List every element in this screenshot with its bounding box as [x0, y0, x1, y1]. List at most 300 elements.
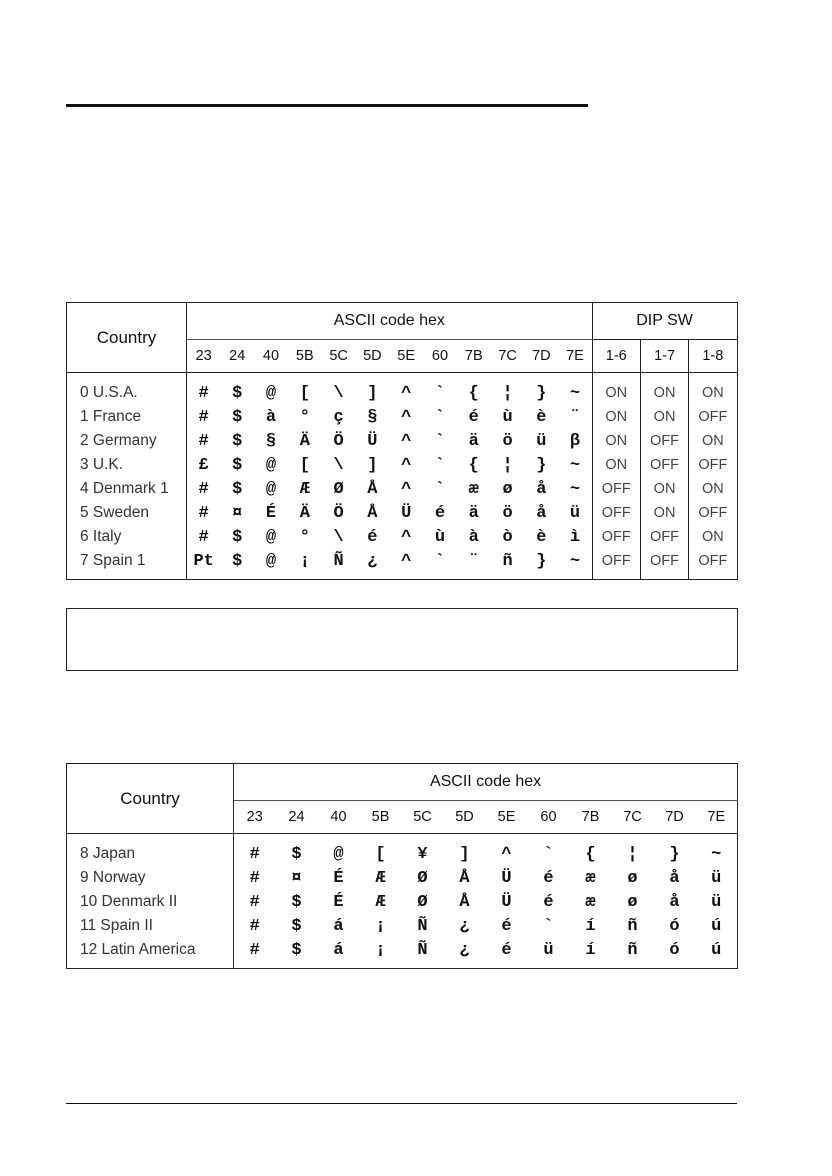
character-cell: æ — [585, 892, 596, 912]
hex-code-header: 7B — [570, 801, 612, 834]
hex-code-header: 5D — [444, 801, 486, 834]
spacer-cell — [288, 373, 322, 382]
dip-switch-value: ON — [689, 429, 737, 453]
character-cell: ü — [569, 503, 581, 523]
character-cell: ¡ — [375, 916, 386, 936]
character-cell: è — [536, 407, 547, 427]
table-row — [67, 381, 738, 405]
dip-switch-header: 1-7 — [640, 340, 688, 373]
character-cell: à — [468, 527, 479, 547]
character-cell: é — [468, 407, 479, 427]
character-cell: ~ — [569, 383, 581, 403]
spacer-cell — [524, 573, 558, 580]
table-row — [67, 890, 738, 914]
dip-switch-value: OFF — [640, 429, 688, 453]
spacer-cell — [654, 962, 696, 969]
character-cell: ` — [434, 383, 446, 403]
character-cell: ~ — [569, 479, 581, 499]
spacer-cell — [612, 962, 654, 969]
hex-code-header: 5E — [389, 340, 423, 373]
table-row — [67, 866, 738, 890]
spacer-cell — [444, 834, 486, 843]
spacer-cell — [318, 834, 360, 843]
character-cell: ó — [669, 916, 680, 936]
character-cell: § — [367, 407, 378, 427]
character-cell: ^ — [401, 431, 412, 451]
character-cell: ñ — [502, 551, 513, 571]
character-cell: ú — [711, 916, 722, 936]
hex-code-header: 40 — [318, 801, 360, 834]
character-cell: ` — [434, 455, 446, 475]
character-cell: \ — [333, 383, 344, 403]
country-name: 10 Denmark II — [67, 890, 234, 914]
hex-code-header: 5B — [360, 801, 402, 834]
character-cell: @ — [265, 551, 277, 571]
spacer-cell — [423, 373, 457, 382]
spacer-cell — [570, 962, 612, 969]
hex-code-header: 7C — [612, 801, 654, 834]
character-cell: ^ — [401, 383, 412, 403]
hex-code-header: 7D — [524, 340, 558, 373]
country-name: 5 Sweden — [67, 501, 187, 525]
spacer-cell — [389, 373, 423, 382]
character-cell: ° — [299, 407, 310, 427]
character-cell: Ñ — [417, 916, 428, 936]
country-header: Country — [67, 303, 187, 373]
spacer-cell — [592, 573, 640, 580]
character-cell: ^ — [401, 407, 412, 427]
country-name: 4 Denmark 1 — [67, 477, 187, 501]
character-cell: ¡ — [375, 940, 386, 960]
character-cell: æ — [585, 868, 596, 888]
spacer-cell — [322, 573, 356, 580]
character-cell: } — [536, 551, 547, 571]
dip-switch-header: 1-6 — [592, 340, 640, 373]
table-row — [67, 429, 738, 453]
spacer-cell — [423, 573, 457, 580]
hex-code-header: 7B — [457, 340, 491, 373]
hex-code-header: 60 — [528, 801, 570, 834]
character-cell: { — [468, 383, 479, 403]
character-cell: Ö — [333, 431, 344, 451]
dip-switch-header: 1-8 — [689, 340, 737, 373]
character-cell: $ — [232, 527, 243, 547]
table-row — [67, 501, 738, 525]
dip-switch-value: OFF — [689, 453, 737, 477]
character-cell: } — [536, 455, 547, 475]
character-cell: # — [198, 503, 209, 523]
character-cell: ø — [627, 892, 638, 912]
character-cell: @ — [333, 844, 344, 864]
character-cell: í — [585, 916, 596, 936]
character-cell: í — [585, 940, 596, 960]
character-cell: Ü — [501, 868, 512, 888]
character-cell: ¥ — [417, 844, 428, 864]
spacer-cell — [689, 373, 737, 382]
spacer-cell — [570, 834, 612, 843]
character-cell: á — [333, 916, 344, 936]
spacer-cell — [355, 573, 389, 580]
country-name: 6 Italy — [67, 525, 187, 549]
country-name: 11 Spain II — [67, 914, 234, 938]
country-name: 2 Germany — [67, 429, 187, 453]
dip-switch-value: ON — [592, 453, 640, 477]
character-cell: ü — [543, 940, 554, 960]
character-cell: ú — [711, 940, 722, 960]
character-cell: å — [669, 892, 680, 912]
spacer-cell — [67, 573, 187, 580]
character-cell: ` — [434, 407, 446, 427]
table-row — [67, 938, 738, 962]
spacer-cell — [360, 962, 402, 969]
character-cell: Ö — [333, 503, 344, 523]
character-cell: $ — [291, 916, 302, 936]
character-cell: á — [333, 940, 344, 960]
character-cell: ` — [434, 551, 446, 571]
spacer-cell — [187, 573, 221, 580]
character-cell: @ — [265, 527, 277, 547]
character-cell: ö — [502, 503, 513, 523]
spacer-cell — [220, 373, 254, 382]
spacer-cell — [67, 373, 187, 382]
character-cell: Æ — [375, 892, 386, 912]
character-cell: ¿ — [367, 551, 378, 571]
spacer-cell — [640, 373, 688, 382]
character-cell: é — [501, 940, 512, 960]
character-cell: Å — [367, 503, 378, 523]
character-cell: ø — [502, 479, 513, 499]
dip-switch-value: OFF — [592, 477, 640, 501]
character-cell: ç — [333, 407, 344, 427]
character-cell: ¨ — [468, 551, 479, 571]
spacer-cell — [524, 373, 558, 382]
character-cell: ¦ — [502, 455, 513, 475]
bottom-rule — [66, 1103, 737, 1104]
character-cell: å — [536, 479, 547, 499]
character-cell: # — [198, 479, 209, 499]
spacer-cell — [696, 962, 738, 969]
spacer-cell — [322, 373, 356, 382]
character-cell: ñ — [627, 916, 638, 936]
character-cell: # — [249, 916, 260, 936]
character-cell: ¿ — [459, 940, 470, 960]
top-rule — [66, 104, 588, 107]
character-cell: ò — [502, 527, 513, 547]
note-box — [66, 608, 738, 671]
character-cell: ~ — [569, 455, 581, 475]
country-name: 8 Japan — [67, 842, 234, 866]
character-cell: @ — [265, 455, 277, 475]
dip-switch-value: OFF — [689, 501, 737, 525]
country-name: 9 Norway — [67, 866, 234, 890]
character-cell: ] — [367, 455, 378, 475]
character-cell: $ — [232, 551, 243, 571]
hex-code-header: 7C — [491, 340, 525, 373]
dip-switch-value: ON — [689, 477, 737, 501]
ascii-header: ASCII code hex — [234, 764, 738, 801]
table-row — [67, 525, 738, 549]
character-cell: Å — [459, 892, 470, 912]
country-name: 3 U.K. — [67, 453, 187, 477]
character-cell: $ — [232, 479, 243, 499]
character-cell: ¤ — [232, 503, 243, 523]
hex-code-header: 24 — [276, 801, 318, 834]
character-cell: ^ — [401, 551, 412, 571]
character-cell: # — [249, 844, 260, 864]
character-cell: ü — [536, 431, 547, 451]
character-cell: æ — [468, 479, 479, 499]
spacer-cell — [389, 573, 423, 580]
spacer-cell — [67, 962, 234, 969]
character-cell: ü — [711, 868, 722, 888]
spacer-cell — [640, 573, 688, 580]
character-cell: # — [198, 383, 209, 403]
character-cell: Æ — [299, 479, 310, 499]
character-cell: { — [585, 844, 596, 864]
character-cell: Å — [459, 868, 470, 888]
country-name: 0 U.S.A. — [67, 381, 187, 405]
spacer-cell — [234, 834, 276, 843]
character-cell: é — [367, 527, 378, 547]
character-cell: Ü — [501, 892, 512, 912]
character-cell: \ — [333, 455, 344, 475]
character-cell: } — [536, 383, 547, 403]
character-cell: ¦ — [627, 844, 638, 864]
character-cell: $ — [291, 844, 302, 864]
spacer-cell — [67, 834, 234, 843]
table-row — [67, 914, 738, 938]
table-row — [67, 453, 738, 477]
dip-switch-value: ON — [592, 381, 640, 405]
dip-switch-value: OFF — [592, 501, 640, 525]
spacer-cell — [220, 573, 254, 580]
character-cell: $ — [232, 455, 243, 475]
character-cell: [ — [299, 455, 310, 475]
character-cell: ¦ — [502, 383, 513, 403]
character-cell: ` — [543, 844, 554, 864]
spacer-cell — [457, 573, 491, 580]
character-cell: ¤ — [291, 868, 302, 888]
character-cell: ` — [543, 916, 554, 936]
character-cell: ^ — [401, 479, 412, 499]
dip-switch-value: ON — [640, 501, 688, 525]
spacer-cell — [486, 834, 528, 843]
hex-code-header: 23 — [187, 340, 221, 373]
table-row — [67, 405, 738, 429]
character-cell: ^ — [401, 527, 412, 547]
spacer-cell — [592, 373, 640, 382]
character-cell: ° — [299, 527, 310, 547]
dip-switch-value: OFF — [689, 549, 737, 573]
spacer-cell — [612, 834, 654, 843]
character-cell: # — [198, 431, 209, 451]
character-cell: ü — [711, 892, 722, 912]
hex-code-header: 5E — [486, 801, 528, 834]
character-cell: É — [265, 503, 277, 523]
character-cell: Ü — [367, 431, 378, 451]
spacer-cell — [491, 573, 525, 580]
spacer-cell — [654, 834, 696, 843]
hex-code-header: 7E — [696, 801, 738, 834]
character-set-table-2 — [66, 763, 738, 969]
spacer-cell — [689, 573, 737, 580]
character-cell: Ñ — [333, 551, 344, 571]
character-cell: é — [543, 892, 554, 912]
character-cell: ù — [434, 527, 446, 547]
country-header: Country — [67, 764, 234, 834]
dip-switch-value: ON — [640, 381, 688, 405]
character-cell: £ — [198, 455, 209, 475]
character-cell: É — [333, 868, 344, 888]
character-cell: ` — [434, 479, 446, 499]
character-cell: ö — [502, 431, 513, 451]
character-cell: { — [468, 455, 479, 475]
character-cell: à — [265, 407, 277, 427]
hex-code-header: 5C — [322, 340, 356, 373]
spacer-cell — [276, 962, 318, 969]
character-cell: ä — [468, 503, 479, 523]
table-row — [67, 477, 738, 501]
character-cell: [ — [375, 844, 386, 864]
character-cell: ä — [468, 431, 479, 451]
hex-code-header: 5B — [288, 340, 322, 373]
character-cell: $ — [232, 383, 243, 403]
spacer-cell — [444, 962, 486, 969]
spacer-cell — [486, 962, 528, 969]
character-cell: $ — [232, 407, 243, 427]
character-cell: Ä — [299, 431, 310, 451]
character-cell: @ — [265, 479, 277, 499]
character-cell: # — [198, 407, 209, 427]
character-cell: # — [198, 527, 209, 547]
dip-switch-value: OFF — [640, 453, 688, 477]
dip-sw-header: DIP SW — [592, 303, 737, 340]
spacer-cell — [254, 373, 288, 382]
character-cell: $ — [291, 892, 302, 912]
spacer-cell — [360, 834, 402, 843]
character-cell: ~ — [711, 844, 722, 864]
dip-switch-value: ON — [689, 381, 737, 405]
character-cell: å — [536, 503, 547, 523]
character-cell: ñ — [627, 940, 638, 960]
character-cell: é — [501, 916, 512, 936]
character-cell: É — [333, 892, 344, 912]
character-cell: # — [249, 868, 260, 888]
character-set-table-1 — [66, 302, 738, 580]
character-cell: } — [669, 844, 680, 864]
character-cell: ~ — [569, 551, 581, 571]
spacer-cell — [402, 962, 444, 969]
character-cell: Ø — [333, 479, 344, 499]
hex-code-header: 60 — [423, 340, 457, 373]
dip-switch-value: OFF — [592, 525, 640, 549]
character-cell: # — [249, 892, 260, 912]
character-cell: \ — [333, 527, 344, 547]
hex-code-header: 40 — [254, 340, 288, 373]
spacer-cell — [528, 834, 570, 843]
character-cell: # — [249, 940, 260, 960]
character-cell: $ — [232, 431, 243, 451]
character-cell: ù — [502, 407, 513, 427]
character-cell: ] — [367, 383, 378, 403]
character-cell: ì — [569, 527, 581, 547]
character-cell: @ — [265, 383, 277, 403]
spacer-cell — [276, 834, 318, 843]
dip-switch-value: ON — [640, 477, 688, 501]
country-name: 12 Latin America — [67, 938, 234, 962]
character-cell: ` — [434, 431, 446, 451]
spacer-cell — [558, 373, 592, 382]
character-cell: è — [536, 527, 547, 547]
dip-switch-value: ON — [592, 405, 640, 429]
spacer-cell — [288, 573, 322, 580]
hex-code-header: 5D — [355, 340, 389, 373]
character-cell: Pt — [193, 551, 214, 571]
spacer-cell — [318, 962, 360, 969]
character-cell: ¡ — [299, 551, 310, 571]
hex-code-header: 7E — [558, 340, 592, 373]
spacer-cell — [491, 373, 525, 382]
character-cell: Ü — [401, 503, 412, 523]
character-cell: ^ — [401, 455, 412, 475]
spacer-cell — [254, 573, 288, 580]
spacer-cell — [696, 834, 738, 843]
table-row — [67, 842, 738, 866]
character-cell: ó — [669, 940, 680, 960]
dip-switch-value: OFF — [592, 549, 640, 573]
character-cell: Ø — [417, 868, 428, 888]
character-cell: ¨ — [569, 407, 581, 427]
hex-code-header: 24 — [220, 340, 254, 373]
hex-code-header: 5C — [402, 801, 444, 834]
spacer-cell — [402, 834, 444, 843]
character-cell: ø — [627, 868, 638, 888]
character-cell: Ø — [417, 892, 428, 912]
spacer-cell — [457, 373, 491, 382]
character-cell: å — [669, 868, 680, 888]
spacer-cell — [558, 573, 592, 580]
ascii-header: ASCII code hex — [187, 303, 593, 340]
character-cell: ^ — [501, 844, 512, 864]
character-cell: § — [265, 431, 277, 451]
dip-switch-value: OFF — [640, 525, 688, 549]
character-cell: é — [434, 503, 446, 523]
character-cell: $ — [291, 940, 302, 960]
dip-switch-value: ON — [640, 405, 688, 429]
spacer-cell — [187, 373, 221, 382]
character-cell: β — [569, 431, 581, 451]
dip-switch-value: ON — [592, 429, 640, 453]
dip-switch-value: OFF — [640, 549, 688, 573]
hex-code-header: 7D — [654, 801, 696, 834]
dip-switch-value: ON — [689, 525, 737, 549]
character-cell: Ä — [299, 503, 310, 523]
spacer-cell — [234, 962, 276, 969]
character-cell: Ñ — [417, 940, 428, 960]
hex-code-header: 23 — [234, 801, 276, 834]
character-cell: Å — [367, 479, 378, 499]
spacer-cell — [355, 373, 389, 382]
table-row — [67, 549, 738, 573]
character-cell: ] — [459, 844, 470, 864]
dip-switch-value: OFF — [689, 405, 737, 429]
character-cell: [ — [299, 383, 310, 403]
character-cell: ¿ — [459, 916, 470, 936]
country-name: 1 France — [67, 405, 187, 429]
character-cell: é — [543, 868, 554, 888]
character-cell: Æ — [375, 868, 386, 888]
spacer-cell — [528, 962, 570, 969]
